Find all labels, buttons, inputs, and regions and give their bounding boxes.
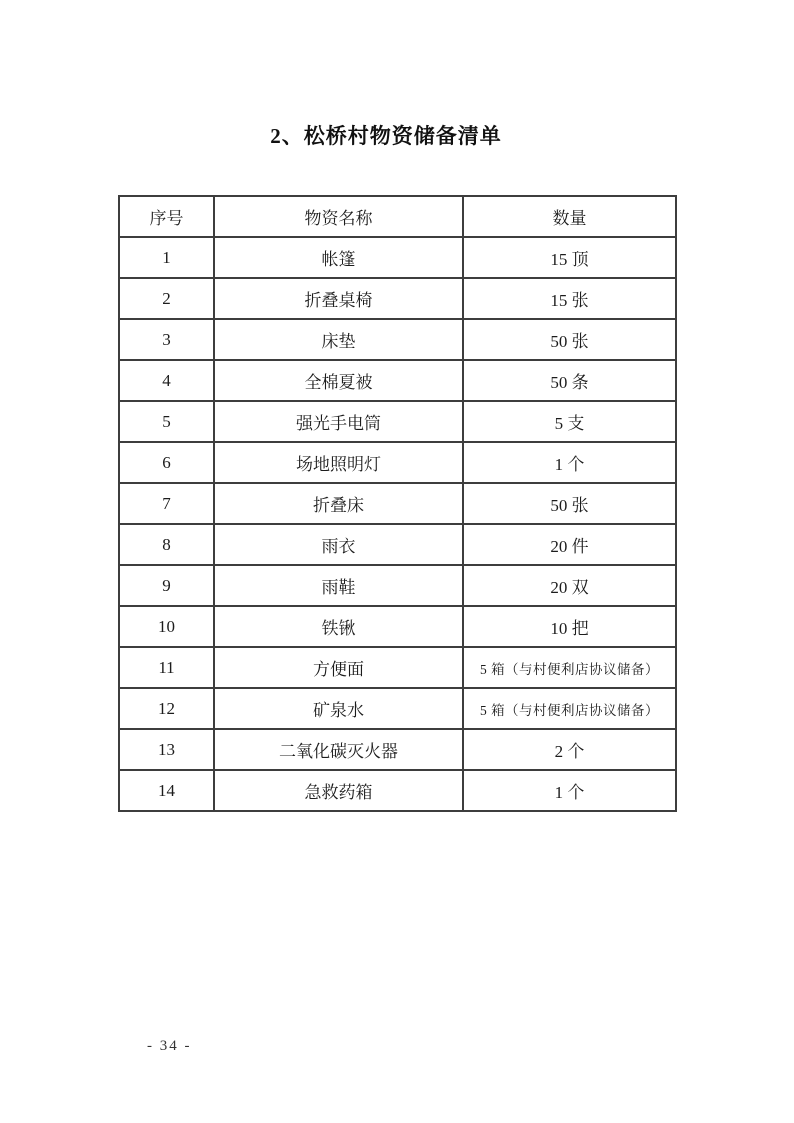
cell-item-name: 场地照明灯 — [214, 442, 463, 483]
table-row — [119, 237, 676, 278]
header-quantity: 数量 — [463, 196, 676, 237]
table-body — [119, 237, 676, 811]
table-row — [119, 524, 676, 565]
cell-quantity: 1 个 — [463, 770, 676, 811]
table-row — [119, 770, 676, 811]
table-row — [119, 647, 676, 688]
cell-serial: 9 — [119, 565, 214, 606]
page-title: 2、松桥村物资储备清单 — [270, 124, 502, 148]
cell-item-name: 床垫 — [214, 319, 463, 360]
cell-serial: 2 — [119, 278, 214, 319]
cell-quantity: 15 张 — [463, 278, 676, 319]
cell-quantity: 5 支 — [463, 401, 676, 442]
supplies-table — [118, 195, 677, 812]
cell-quantity: 1 个 — [463, 442, 676, 483]
cell-quantity: 5 箱（与村便利店协议储备） — [463, 688, 676, 729]
cell-quantity: 50 条 — [463, 360, 676, 401]
cell-item-name: 矿泉水 — [214, 688, 463, 729]
cell-item-name: 全棉夏被 — [214, 360, 463, 401]
cell-quantity: 5 箱（与村便利店协议储备） — [463, 647, 676, 688]
cell-item-name: 折叠床 — [214, 483, 463, 524]
header-row — [119, 196, 676, 237]
cell-quantity: 50 张 — [463, 319, 676, 360]
cell-item-name: 方便面 — [214, 647, 463, 688]
page-number: - 34 - — [147, 1038, 192, 1054]
cell-serial: 14 — [119, 770, 214, 811]
table-row — [119, 278, 676, 319]
cell-serial: 3 — [119, 319, 214, 360]
cell-item-name: 折叠桌椅 — [214, 278, 463, 319]
cell-quantity: 20 双 — [463, 565, 676, 606]
supplies-table-header — [119, 196, 676, 237]
cell-serial: 4 — [119, 360, 214, 401]
cell-quantity: 20 件 — [463, 524, 676, 565]
cell-serial: 11 — [119, 647, 214, 688]
header-item-name: 物资名称 — [214, 196, 463, 237]
cell-serial: 12 — [119, 688, 214, 729]
cell-item-name: 二氧化碳灭火器 — [214, 729, 463, 770]
cell-quantity: 15 顶 — [463, 237, 676, 278]
cell-serial: 5 — [119, 401, 214, 442]
table-row — [119, 442, 676, 483]
cell-quantity: 50 张 — [463, 483, 676, 524]
table-row — [119, 483, 676, 524]
cell-item-name: 急救药箱 — [214, 770, 463, 811]
table-row — [119, 319, 676, 360]
table-row — [119, 360, 676, 401]
table-row — [119, 565, 676, 606]
cell-serial: 8 — [119, 524, 214, 565]
cell-item-name: 帐篷 — [214, 237, 463, 278]
table-row — [119, 401, 676, 442]
cell-item-name: 雨鞋 — [214, 565, 463, 606]
header-serial: 序号 — [119, 196, 214, 237]
cell-serial: 1 — [119, 237, 214, 278]
cell-serial: 7 — [119, 483, 214, 524]
cell-item-name: 雨衣 — [214, 524, 463, 565]
cell-quantity: 10 把 — [463, 606, 676, 647]
cell-quantity: 2 个 — [463, 729, 676, 770]
cell-serial: 13 — [119, 729, 214, 770]
cell-serial: 6 — [119, 442, 214, 483]
cell-item-name: 强光手电筒 — [214, 401, 463, 442]
table-row — [119, 688, 676, 729]
table-row — [119, 606, 676, 647]
cell-serial: 10 — [119, 606, 214, 647]
cell-item-name: 铁锹 — [214, 606, 463, 647]
table-row — [119, 729, 676, 770]
